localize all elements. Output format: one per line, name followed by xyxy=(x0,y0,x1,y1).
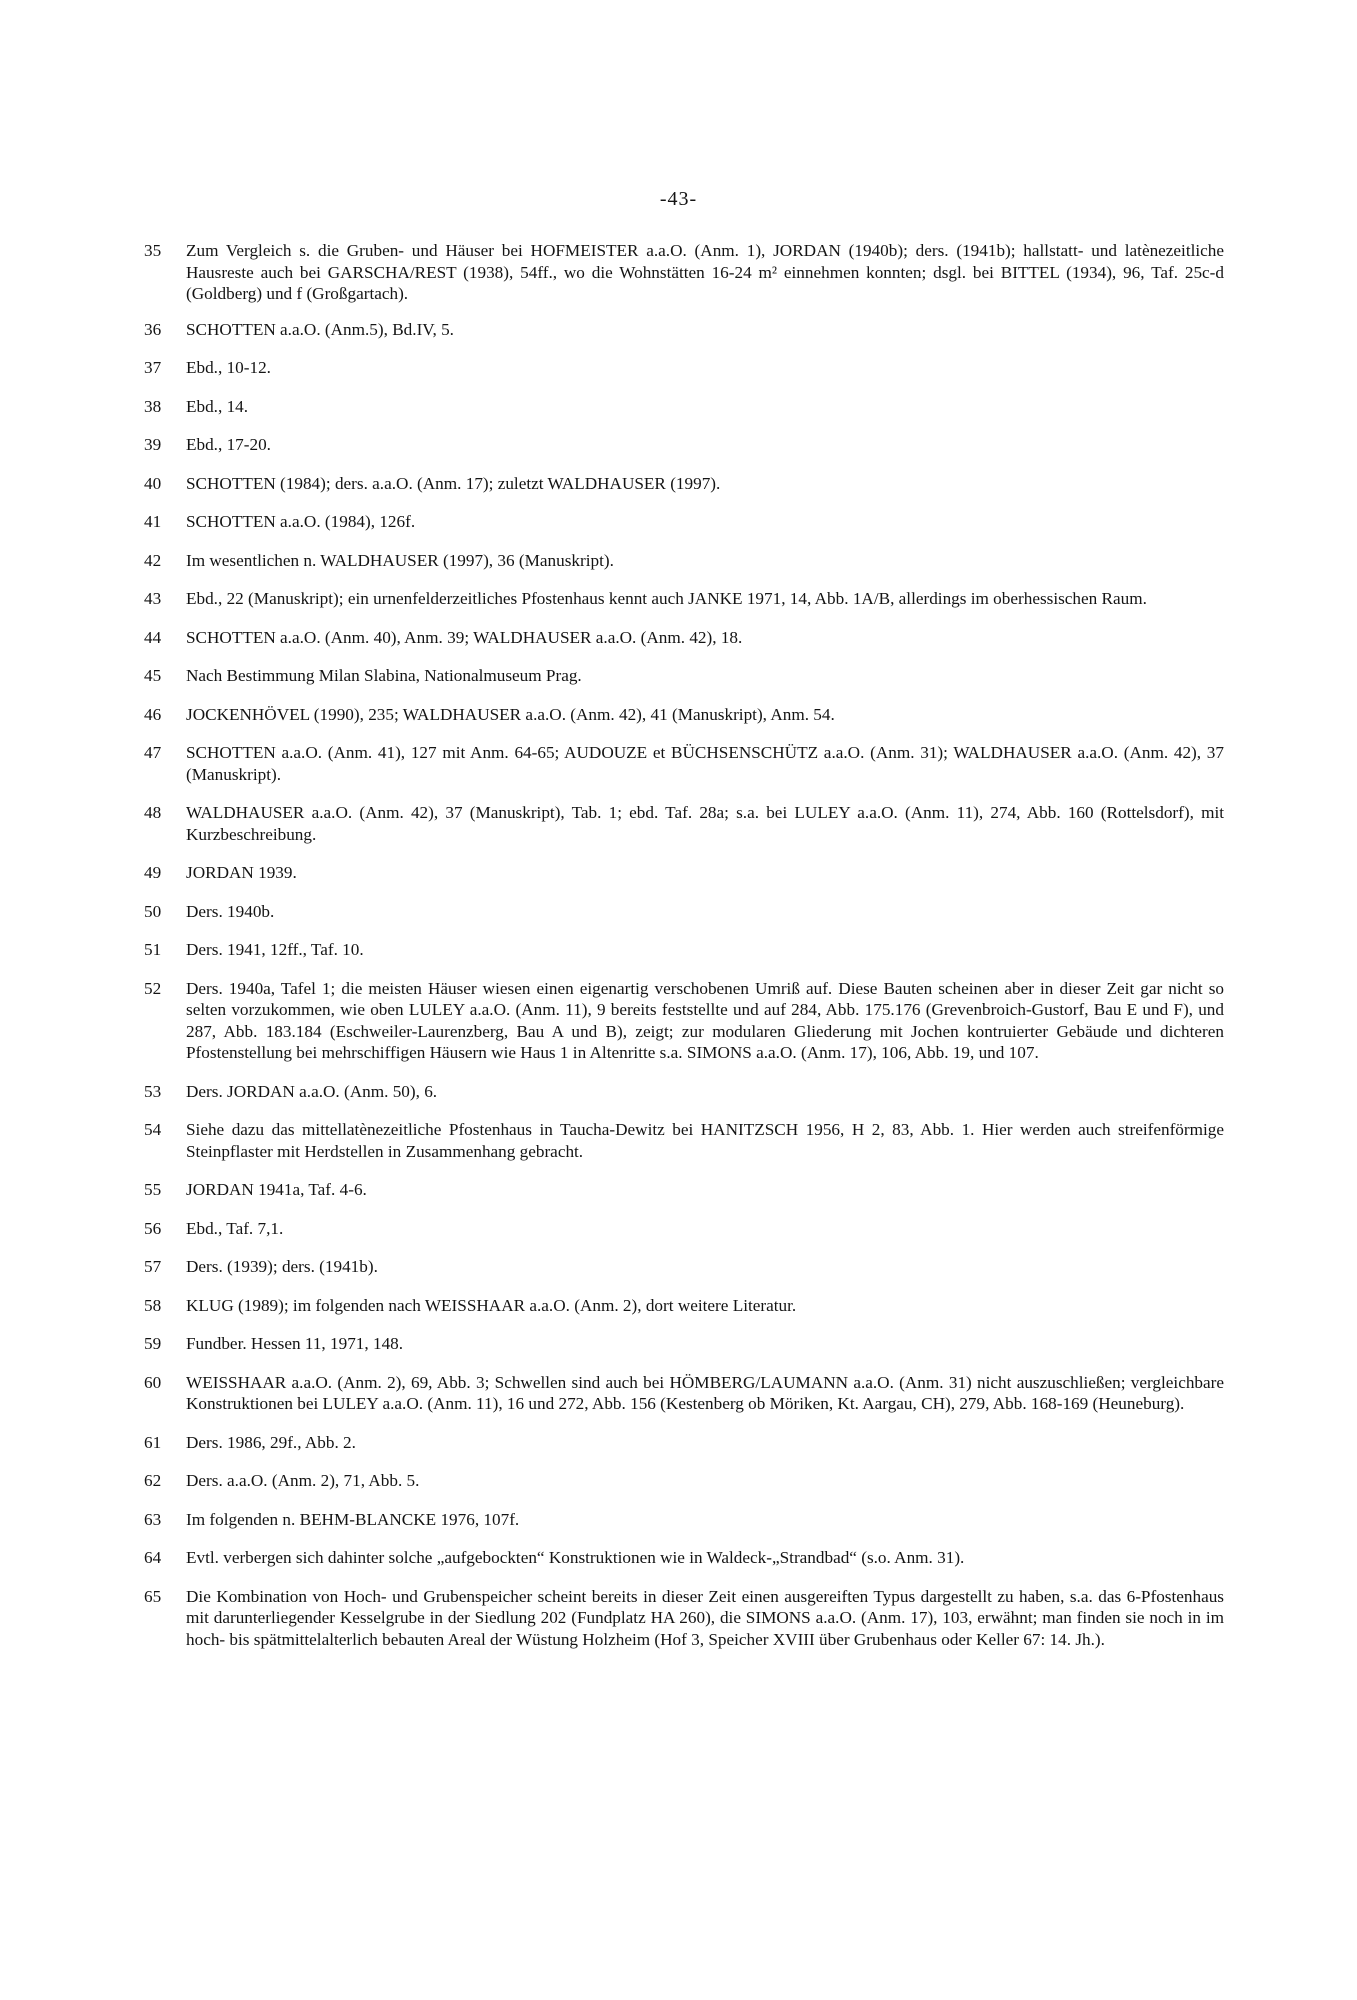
footnote-number: 60 xyxy=(144,1372,162,1392)
footnote-text: Ders. (1939); ders. (1941b). xyxy=(186,1257,378,1276)
footnote xyxy=(144,1081,1224,1103)
footnote-text: Zum Vergleich s. die Gruben- und Häuser bei HOFMEISTER a.a.O. (Anm. 1), JORDAN (1940b); ders. (1941b); hallstatt- und latènezeitliche Hausreste auch bei GARSCHA/REST (1938), 54ff., wo die Wohnstätten 16-24 m² einnehmen konnten; dsgl. bei BITTEL (1934), 96, Taf. 25c-d (Goldberg) und f (Großgartach). xyxy=(186,241,1224,303)
footnote-number: 50 xyxy=(144,901,162,921)
footnote-number: 61 xyxy=(144,1432,162,1452)
footnote xyxy=(144,802,1224,845)
footnote-text: Die Kombination von Hoch- und Grubenspeicher scheint bereits in dieser Zeit einen ausgereiften Typus dargestellt zu haben, s.a. das 6-Pfostenhaus mit darunterliegender Kesselgrube in der Siedlung 202 (Fundplatz HA 260), die SIMONS a.a.O. (Anm. 17), 103, erwähnt; man finden sie noch in im hoch- bis spätmittelalterlich bebauten Areal der Wüstung Holzheim (Hof 3, Speicher XVIII über Grubenhaus oder Keller 67: 14. Jh.). xyxy=(186,1586,1224,1649)
footnote xyxy=(144,357,1224,379)
footnote xyxy=(144,862,1224,884)
footnote-text: JOCKENHÖVEL (1990), 235; WALDHAUSER a.a.O. (Anm. 42), 41 (Manuskript), Anm. 54. xyxy=(186,704,835,724)
footnote xyxy=(144,1218,1224,1240)
footnote-text: Ders. a.a.O. (Anm. 2), 71, Abb. 5. xyxy=(186,1471,420,1490)
footnote-text: Siehe dazu das mittellatènezeitliche Pfostenhaus in Taucha-Dewitz bei HANITZSCH 1956, H 2, 83, Abb. 1. Hier werden auch streifenförmige Steinpflaster mit Herdstellen in Zusammenhang gebracht. xyxy=(186,1120,1224,1161)
footnote-text: SCHOTTEN a.a.O. (Anm.5), Bd.IV, 5. xyxy=(186,319,454,339)
footnote-number: 45 xyxy=(144,666,162,685)
footnote-number: 59 xyxy=(144,1334,162,1353)
footnote-number: 47 xyxy=(144,743,162,762)
footnote xyxy=(144,396,1224,418)
footnote-number: 35 xyxy=(144,241,162,260)
footnote xyxy=(144,240,1224,305)
footnote-text: Ders. 1986, 29f., Abb. 2. xyxy=(186,1432,356,1452)
footnote-number: 36 xyxy=(144,319,162,339)
footnote-number: 37 xyxy=(144,358,162,377)
footnote-text: JORDAN 1941a, Taf. 4-6. xyxy=(186,1180,367,1199)
footnote-text: Ebd., 17-20. xyxy=(186,435,271,454)
footnote-text: Ebd., 10-12. xyxy=(186,358,271,377)
footnote xyxy=(144,1119,1224,1162)
footnote xyxy=(144,665,1224,687)
footnote-number: 53 xyxy=(144,1081,162,1101)
footnote xyxy=(144,1295,1224,1317)
footnote-text: WALDHAUSER a.a.O. (Anm. 42), 37 (Manuskript), Tab. 1; ebd. Taf. 28a; s.a. bei LULEY a.a.O. (Anm. 11), 274, Abb. 160 (Rottelsdorf), mit Kurzbeschreibung. xyxy=(186,803,1224,844)
footnote-text: WEISSHAAR a.a.O. (Anm. 2), 69, Abb. 3; Schwellen sind auch bei HÖMBERG/LAUMANN a.a.O. (Anm. 31) nicht auszuschließen; vergleichbare Konstruktionen bei LULEY a.a.O. (Anm. 11), 16 und 272, Abb. 156 (Kestenberg ob Möriken, Kt. Aargau, CH), 279, Abb. 168-169 (Heuneburg). xyxy=(186,1372,1224,1413)
footnote-text: Ders. 1940b. xyxy=(186,901,275,921)
footnote xyxy=(144,550,1224,572)
footnote xyxy=(144,1509,1224,1531)
footnote xyxy=(144,978,1224,1064)
footnote-number: 62 xyxy=(144,1471,162,1490)
footnote xyxy=(144,939,1224,961)
footnote-text: Ebd., 22 (Manuskript); ein urnenfelderzeitliches Pfostenhaus kennt auch JANKE 1971, 14, Abb. 1A/B, allerdings im oberhessischen Raum. xyxy=(186,589,1147,608)
footnote xyxy=(144,473,1224,495)
footnote-text: SCHOTTEN a.a.O. (Anm. 40), Anm. 39; WALDHAUSER a.a.O. (Anm. 42), 18. xyxy=(186,627,743,647)
footnote xyxy=(144,1372,1224,1415)
footnote-text: SCHOTTEN a.a.O. (Anm. 41), 127 mit Anm. 64-65; AUDOUZE et BÜCHSENSCHÜTZ a.a.O. (Anm. 31); WALDHAUSER a.a.O. (Anm. 42), 37 (Manuskript). xyxy=(186,743,1224,784)
footnote-text: Ebd., 14. xyxy=(186,396,249,416)
footnote-number: 55 xyxy=(144,1180,162,1199)
footnote-number: 56 xyxy=(144,1218,162,1238)
footnote xyxy=(144,319,1224,341)
footnote-text: Nach Bestimmung Milan Slabina, Nationalmuseum Prag. xyxy=(186,666,582,685)
footnote xyxy=(144,1547,1224,1569)
footnote xyxy=(144,434,1224,456)
footnote-number: 49 xyxy=(144,863,162,882)
footnote xyxy=(144,1179,1224,1201)
footnote-number: 63 xyxy=(144,1509,162,1529)
footnote xyxy=(144,1333,1224,1355)
footnote-number: 43 xyxy=(144,589,162,608)
footnote-text: Im folgenden n. BEHM-BLANCKE 1976, 107f. xyxy=(186,1509,520,1529)
footnote-text: Ebd., Taf. 7,1. xyxy=(186,1218,284,1238)
footnote-text: Ders. JORDAN a.a.O. (Anm. 50), 6. xyxy=(186,1081,438,1101)
footnote xyxy=(144,1586,1224,1651)
footnote-number: 44 xyxy=(144,627,162,647)
page-number: -43- xyxy=(659,188,698,210)
footnote xyxy=(144,1470,1224,1492)
footnote-text: KLUG (1989); im folgenden nach WEISSHAAR a.a.O. (Anm. 2), dort weitere Literatur. xyxy=(186,1295,797,1315)
footnote-number: 51 xyxy=(144,940,162,959)
footnote-number: 65 xyxy=(144,1586,162,1606)
footnote-number: 48 xyxy=(144,803,162,822)
footnote xyxy=(144,742,1224,785)
footnote-text: SCHOTTEN a.a.O. (1984), 126f. xyxy=(186,512,416,531)
footnote-number: 52 xyxy=(144,978,162,998)
footnote-text: Ders. 1940a, Tafel 1; die meisten Häuser wiesen einen eigenartig verschobenen Umriß auf. Diese Bauten scheinen aber in dieser Zeit gar nicht so selten vorzukommen, wie oben LULEY a.a.O. (Anm. 11), 9 bereits feststellte und auf 284, Abb. 175.176 (Grevenbroich-Gustorf, Bau E und F), und 287, Abb. 183.184 (Eschweiler-Laurenzberg, Bau A und B), zeigt; zur modularen Gliederung mit Jochen kontruierter Gebäude und dichteren Pfostenstellung bei mehrschiffigen Häusern wie Haus 1 in Altenritte s.a. SIMONS a.a.O. (Anm. 17), 106, Abb. 19, und 107. xyxy=(186,978,1224,1062)
footnote-text: JORDAN 1939. xyxy=(186,863,297,882)
footnote-number: 39 xyxy=(144,435,162,454)
footnote-number: 41 xyxy=(144,512,162,531)
footnote-text: SCHOTTEN (1984); ders. a.a.O. (Anm. 17); zuletzt WALDHAUSER (1997). xyxy=(186,473,721,493)
footnote-number: 57 xyxy=(144,1257,162,1276)
footnote xyxy=(144,511,1224,533)
footnote-number: 38 xyxy=(144,396,162,416)
footnote-number: 40 xyxy=(144,473,162,493)
footnote xyxy=(144,901,1224,923)
footnote-text: Evtl. verbergen sich dahinter solche „aufgebockten“ Konstruktionen wie in Waldeck-„Strandbad“ (s.o. Anm. 31). xyxy=(186,1548,965,1567)
footnote-number: 42 xyxy=(144,550,162,570)
footnote-text: Im wesentlichen n. WALDHAUSER (1997), 36 (Manuskript). xyxy=(186,550,614,570)
footnote-number: 58 xyxy=(144,1295,162,1315)
footnote xyxy=(144,588,1224,610)
footnote xyxy=(144,704,1224,726)
footnote-number: 46 xyxy=(144,704,162,724)
footnote-number: 64 xyxy=(144,1548,162,1567)
footnote xyxy=(144,627,1224,649)
footnote-text: Ders. 1941, 12ff., Taf. 10. xyxy=(186,940,364,959)
footnote-text: Fundber. Hessen 11, 1971, 148. xyxy=(186,1334,404,1353)
footnote xyxy=(144,1256,1224,1278)
footnote xyxy=(144,1432,1224,1454)
footnotes-list xyxy=(144,240,1224,1650)
footnote-number: 54 xyxy=(144,1120,162,1139)
